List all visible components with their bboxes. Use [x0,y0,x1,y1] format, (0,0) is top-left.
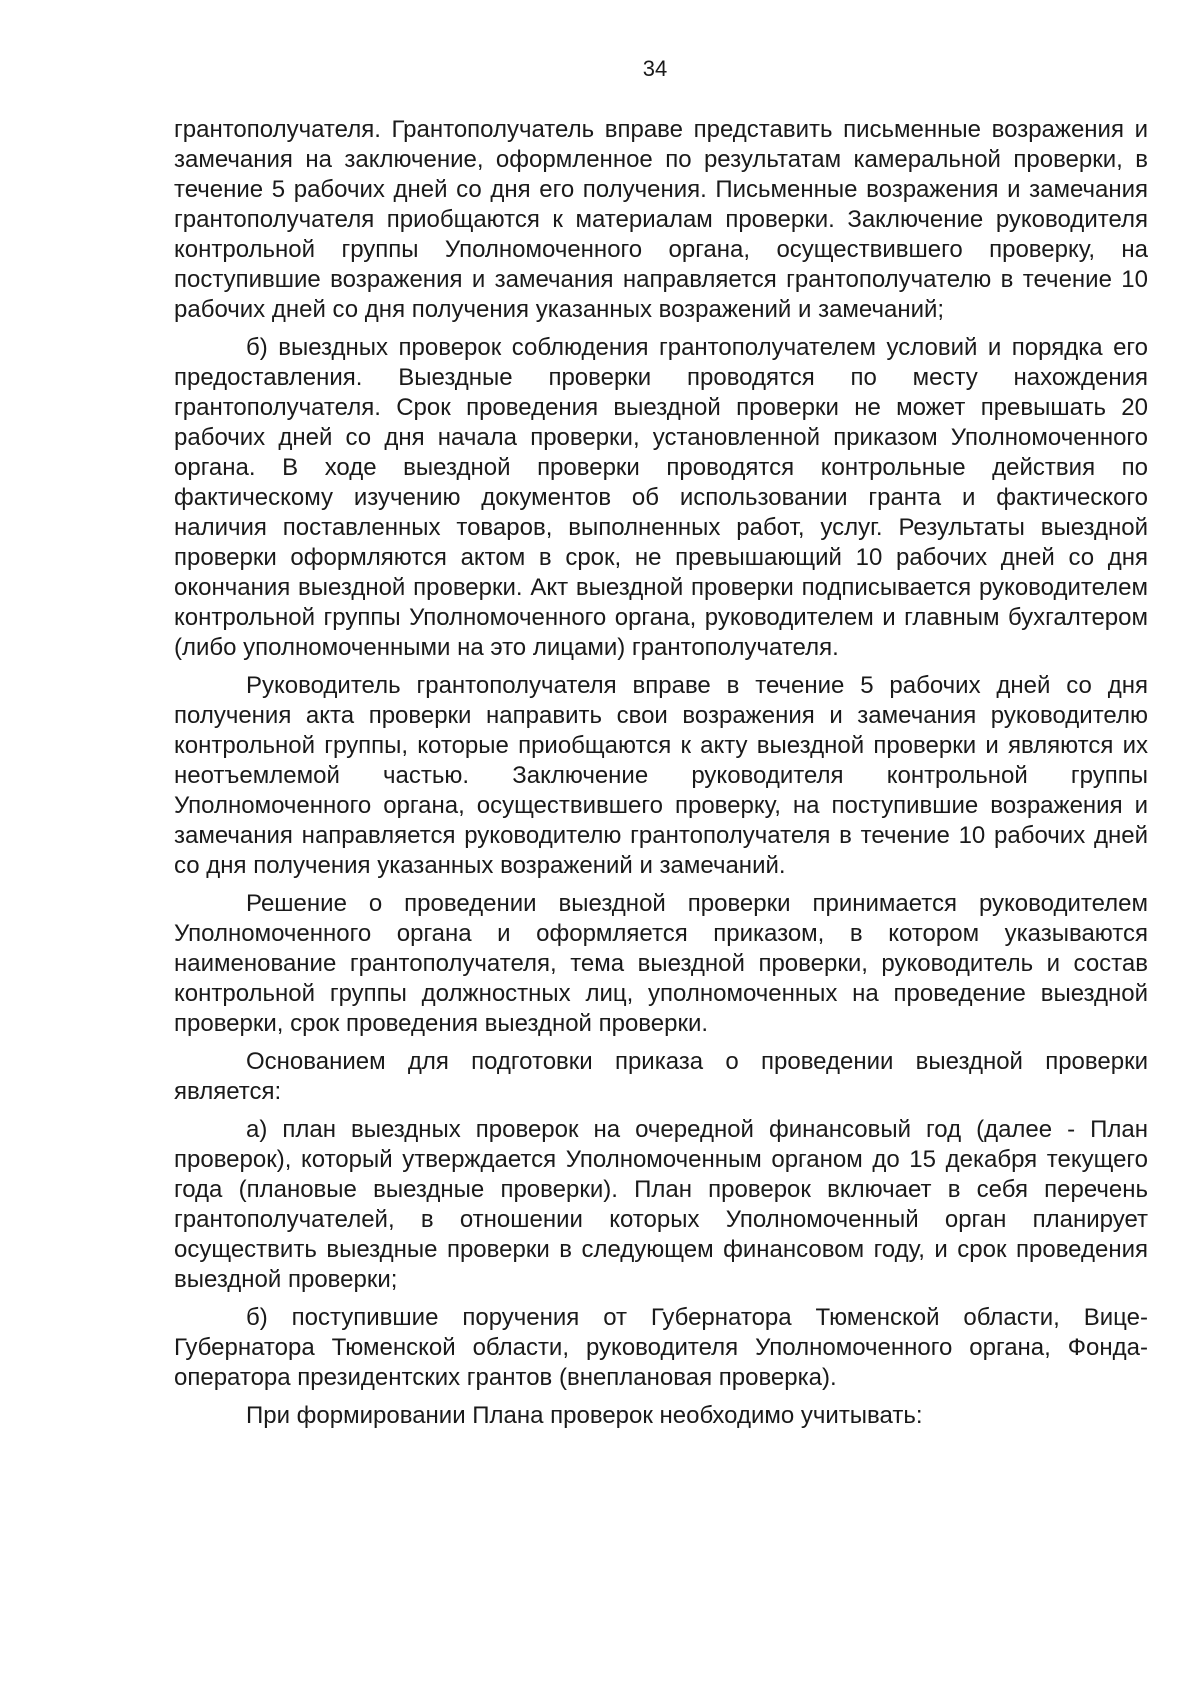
paragraph-plan-formation: При формировании Плана проверок необходимо учитывать: [246,1402,923,1429]
paragraph-field-inspections: б) выездных проверок соблюдения грантополучателем условий и порядка его предоставления. Выездные проверки проводятся по месту нахождения грантополучателя. Срок проведения выездной проверки не может превышать 20 рабочих дней со дня начала проверки, установленной приказом Уполномоченного органа. В ходе выездной проверки проводятся контрольные действия по фактическому изучению документов об использовании гранта и фактического наличия поставленных товаров, выполненных работ, услуг. Результаты выездной проверки оформляются актом в срок, не превышающий 10 рабочих дней со дня окончания выездной проверки. Акт выездной проверки подписывается руководителем контрольной группы Уполномоченного органа, руководителем и главным бухгалтером (либо уполномоченными на это лицами) грантополучателя. [174,334,1148,661]
paragraph-plan: а) план выездных проверок на очередной финансовый год (далее - План проверок), который утверждается Уполномоченным органом до 15 декабря текущего года (плановые выездные проверки). План проверок включает в себя перечень грантополучателей, в отношении которых Уполномоченный орган планирует осуществить выездные проверки в следующем финансовом году, и срок проведения выездной проверки; [174,1116,1148,1293]
paragraph-instructions: б) поступившие поручения от Губернатора Тюменской области, Вице-Губернатора Тюменской области, руководителя Уполномоченного органа, Фонда-оператора президентских грантов (внеплановая проверка). [174,1304,1148,1391]
paragraph-continuation: грантополучателя. Грантополучатель вправе представить письменные возражения и замечания на заключение, оформленное по результатам камеральной проверки, в течение 5 рабочих дней со дня его получения. Письменные возражения и замечания грантополучателя приобщаются к материалам проверки. Заключение руководителя контрольной группы Уполномоченного органа, осуществившего проверку, на поступившие возражения и замечания направляется грантополучателю в течение 10 рабочих дней со дня получения указанных возражений и замечаний; [174,116,1148,323]
paragraph-basis: Основанием для подготовки приказа о проведении выездной проверки является: [174,1048,1148,1105]
paragraph-objections: Руководитель грантополучателя вправе в течение 5 рабочих дней со дня получения акта проверки направить свои возражения и замечания руководителю контрольной группы, которые приобщаются к акту выездной проверки и являются их неотъемлемой частью. Заключение руководителя контрольной группы Уполномоченного органа, осуществившего проверку, на поступившие возражения и замечания направляется руководителю грантополучателя в течение 10 рабочих дней со дня получения указанных возражений и замечаний. [174,672,1148,879]
document-body [174,115,1148,1439]
page-number: 34 [642,56,668,81]
paragraph-decision: Решение о проведении выездной проверки принимается руководителем Уполномоченного органа и оформляется приказом, в котором указываются наименование грантополучателя, тема выездной проверки, руководитель и состав контрольной группы должностных лиц, уполномоченных на проведение выездной проверки, срок проведения выездной проверки. [174,890,1148,1037]
